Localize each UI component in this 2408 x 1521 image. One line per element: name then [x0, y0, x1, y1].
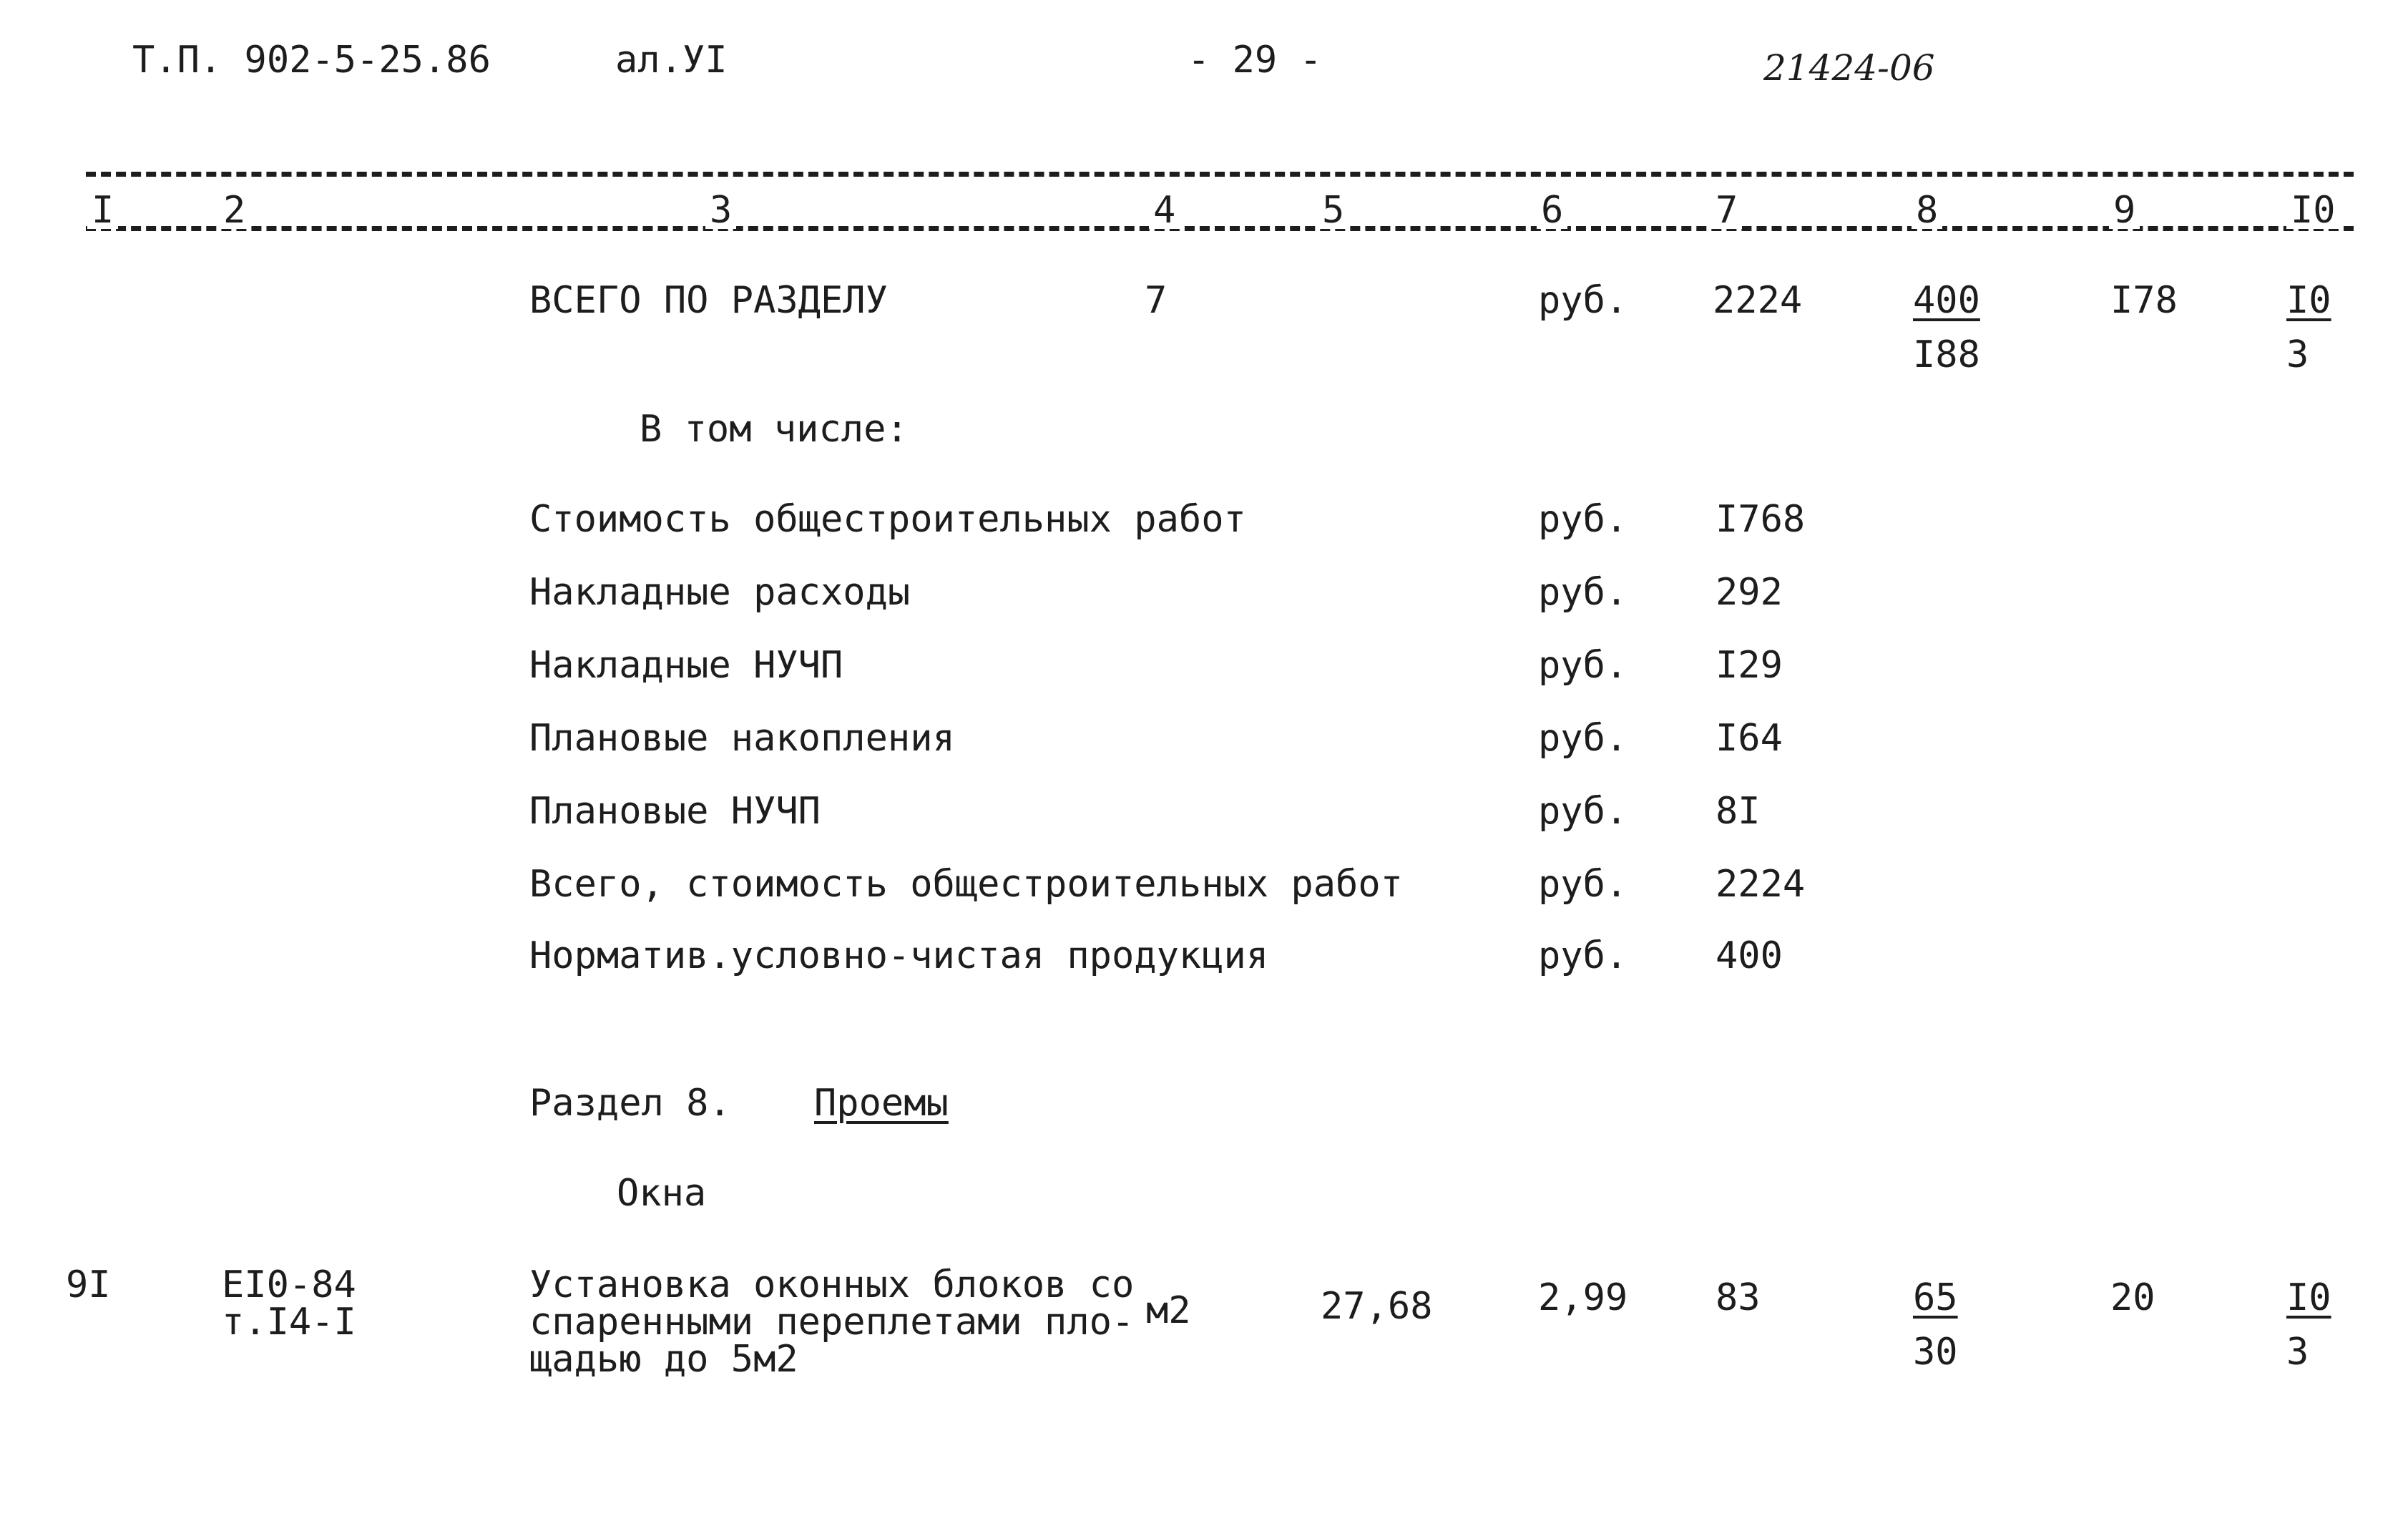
total-row-name: ВСЕГО ПО РАЗДЕЛУ — [529, 279, 888, 322]
breakdown-name: Всего, стоимость общестроительных работ — [529, 863, 1403, 906]
total-row-col7: 2224 — [1713, 279, 1803, 322]
breakdown-unit: руб. — [1538, 863, 1628, 906]
column-number-5: 5 — [1318, 192, 1349, 229]
total-row-col8-top: 400 — [1913, 279, 1980, 322]
column-number-3: 3 — [705, 192, 736, 229]
total-row-col9: I78 — [2110, 279, 2178, 322]
column-number-1: I — [87, 192, 118, 229]
breakdown-name: Плановые НУЧП — [529, 790, 821, 833]
breakdown-name: Накладные НУЧП — [529, 644, 843, 687]
header-rule-top — [86, 172, 2354, 177]
breakdown-value: 2224 — [1716, 863, 1806, 906]
breakdown-unit: руб. — [1538, 934, 1628, 977]
subsection-title: Окна — [617, 1172, 707, 1215]
column-number-6: 6 — [1537, 192, 1567, 229]
breakdown-name: Накладные расходы — [529, 571, 911, 614]
item-col10-top: I0 — [2286, 1276, 2331, 1319]
header-rule-bottom — [86, 226, 2354, 231]
item-number: 9I — [66, 1263, 111, 1306]
section-title: Проемы — [814, 1082, 949, 1125]
section-label: Раздел 8. — [529, 1082, 731, 1125]
item-description-line3: щадью до 5м2 — [529, 1338, 798, 1381]
item-code-line2: т.I4-I — [222, 1301, 356, 1344]
item-code-line1: ЕI0-84 — [222, 1263, 356, 1306]
album-label: ал.УI — [615, 39, 728, 82]
page-number: - 29 - — [1188, 39, 1322, 82]
breakdown-unit: руб. — [1538, 571, 1628, 614]
breakdown-value: 292 — [1716, 571, 1783, 614]
total-row-col10-top: I0 — [2286, 279, 2331, 322]
item-description-line2: спаренными переплетами пло- — [529, 1301, 1135, 1344]
breakdown-unit: руб. — [1538, 644, 1628, 687]
breakdown-value: I768 — [1716, 498, 1806, 541]
item-col9: 20 — [2110, 1276, 2155, 1319]
total-row-unit: руб. — [1538, 279, 1628, 322]
breakdown-value: 8I — [1716, 790, 1761, 833]
column-number-4: 4 — [1149, 192, 1180, 229]
column-number-8: 8 — [1912, 192, 1942, 229]
breakdown-unit: руб. — [1538, 717, 1628, 760]
item-col8-top: 65 — [1913, 1276, 1958, 1319]
total-row-col4: 7 — [1145, 279, 1168, 322]
item-total: 83 — [1716, 1276, 1761, 1319]
breakdown-unit: руб. — [1538, 790, 1628, 833]
breakdown-name: Плановые накопления — [529, 717, 955, 760]
item-price: 2,99 — [1538, 1276, 1628, 1319]
column-number-7: 7 — [1711, 192, 1742, 229]
total-row-col8-bottom: I88 — [1913, 333, 1980, 376]
column-number-2: 2 — [219, 192, 250, 229]
including-label: В том числе: — [640, 408, 909, 451]
item-col10-bottom: 3 — [2286, 1331, 2309, 1374]
item-col8-bottom: 30 — [1913, 1331, 1958, 1374]
breakdown-name: Стоимость общестроительных работ — [529, 498, 1246, 541]
column-number-9: 9 — [2109, 192, 2140, 229]
item-unit: м2 — [1146, 1289, 1191, 1332]
breakdown-name: Норматив.условно-чистая продукция — [529, 934, 1269, 977]
item-description-line1: Установка оконных блоков со — [529, 1263, 1135, 1306]
column-number-10: I0 — [2286, 192, 2340, 229]
breakdown-unit: руб. — [1538, 498, 1628, 541]
breakdown-value: I64 — [1716, 717, 1783, 760]
item-quantity: 27,68 — [1321, 1285, 1433, 1328]
doc-code: Т.П. 902-5-25.86 — [132, 39, 491, 82]
handwritten-inventory-number: 21424-06 — [1763, 47, 1935, 89]
breakdown-value: I29 — [1716, 644, 1783, 687]
total-row-col10-bottom: 3 — [2286, 333, 2309, 376]
breakdown-value: 400 — [1716, 934, 1783, 977]
